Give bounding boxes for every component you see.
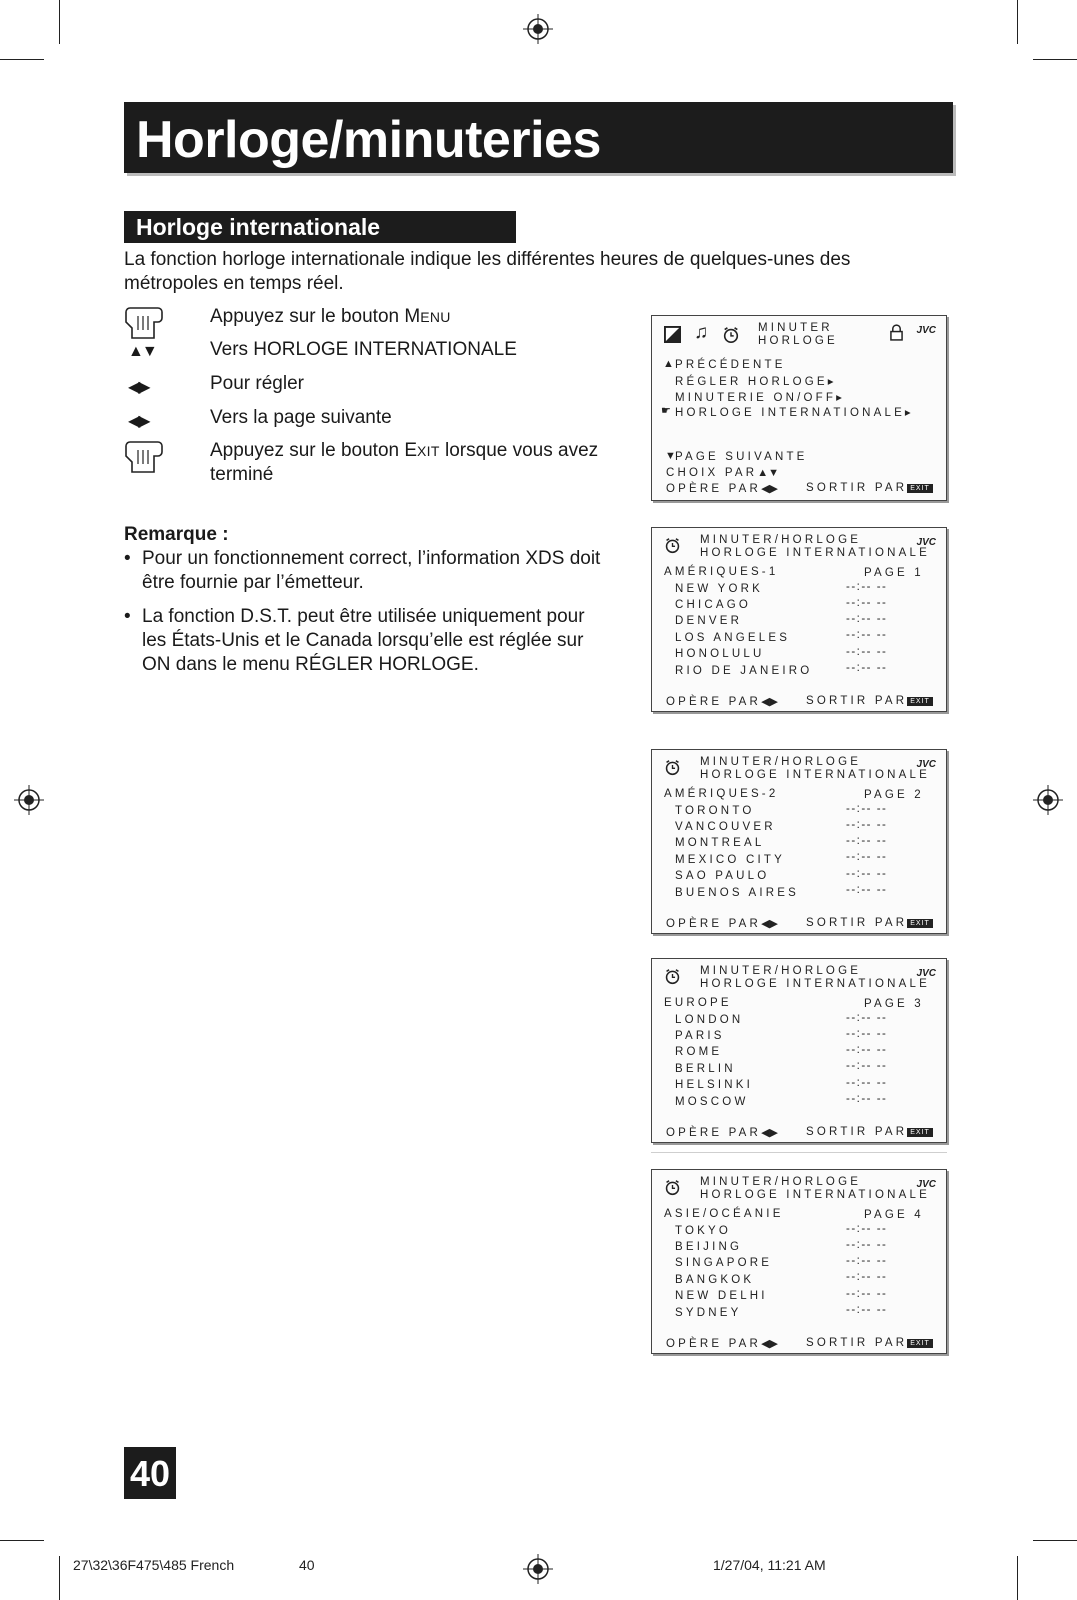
exit-key-icon: EXIT	[907, 484, 933, 493]
osd-menu-screen	[651, 315, 947, 501]
step-4-text: Vers la page suivante	[210, 407, 392, 428]
crop-mark	[0, 59, 44, 60]
city-name: MOSCOW	[675, 1096, 749, 1108]
city-time: --:-- --	[846, 662, 888, 674]
city-time: --:-- --	[846, 1288, 888, 1300]
city-time: --:-- --	[846, 819, 888, 831]
city-name: NEW DELHI	[675, 1290, 768, 1302]
section-title-banner	[124, 211, 516, 243]
city-time: --:-- --	[846, 1239, 888, 1251]
left-right-key-icon: ◀▶	[761, 918, 778, 930]
osd-exit: SORTIR PAR EXIT	[806, 695, 933, 707]
city-name: DENVER	[675, 615, 743, 627]
city-time: --:-- --	[846, 1255, 888, 1267]
left-right-key-icon: ◀▶	[761, 1127, 778, 1139]
page-down-icon: ▼	[665, 450, 676, 462]
osd-header-line-2: HORLOGE	[758, 335, 838, 347]
lock-icon	[890, 324, 903, 341]
alarm-clock-icon	[722, 326, 740, 344]
osd-operate: OPÈRE PAR◀▶	[666, 1338, 778, 1350]
city-time: --:-- --	[846, 851, 888, 863]
alarm-clock-icon	[664, 968, 681, 985]
crop-mark	[1033, 1540, 1077, 1541]
city-name: SYDNEY	[675, 1307, 742, 1319]
osd-header-line-1: MINUTER/HORLOGE	[700, 965, 862, 977]
osd-header-line-2: HORLOGE INTERNATIONALE	[700, 769, 930, 781]
footer-timestamp: 1/27/04, 11:21 AM	[713, 1557, 826, 1573]
city-name: LOS ANGELES	[675, 632, 791, 644]
up-down-arrows-icon: ▲▼	[128, 343, 156, 360]
remark-bullet-1	[124, 547, 624, 597]
city-time: --:-- --	[846, 629, 888, 641]
city-time: --:-- --	[846, 868, 888, 880]
step-3-text: Pour régler	[210, 373, 304, 394]
divider	[651, 1152, 947, 1153]
osd-prev-page: PRÉCÉDENTE	[675, 359, 786, 371]
step-2	[124, 337, 624, 371]
jvc-logo: JVC	[916, 537, 936, 548]
city-time: --:-- --	[846, 1060, 888, 1072]
page-label: PAGE 4	[864, 1209, 924, 1221]
crop-mark	[0, 1540, 44, 1541]
osd-header-line-1: MINUTER/HORLOGE	[700, 1176, 862, 1188]
city-time: --:-- --	[846, 613, 888, 625]
left-right-arrows-icon: ◀▶	[128, 379, 149, 396]
city-time: --:-- --	[846, 1077, 888, 1089]
city-name: LONDON	[675, 1014, 744, 1026]
page-number: 40	[124, 1447, 176, 1499]
city-time: --:-- --	[846, 1223, 888, 1235]
left-right-key-icon: ◀▶	[761, 1338, 778, 1350]
registration-mark-icon	[523, 1554, 553, 1584]
city-time: --:-- --	[846, 1044, 888, 1056]
osd-exit: SORTIR PAR EXIT	[806, 1337, 933, 1349]
city-name: TOKYO	[675, 1225, 732, 1237]
exit-key-icon: EXIT	[907, 1128, 933, 1137]
city-name: SAO PAULO	[675, 870, 770, 882]
city-name: ROME	[675, 1046, 723, 1058]
alarm-clock-icon	[664, 759, 681, 776]
left-right-key-icon: ◀▶	[761, 696, 778, 708]
remark-bullet-text: Pour un fonctionnement correct, l’information XDS doit être fournie par l’émetteur.	[142, 548, 601, 593]
jvc-logo: JVC	[916, 325, 936, 336]
osd-next-page: PAGE SUIVANTE	[675, 451, 808, 463]
city-time: --:-- --	[846, 835, 888, 847]
city-name: TORONTO	[675, 805, 755, 817]
osd-menu-item: MINUTERIE ON/OFF▸	[675, 392, 846, 404]
city-name: PARIS	[675, 1030, 725, 1042]
pointing-hand-icon: ☛	[661, 405, 671, 417]
osd-header-line-2: HORLOGE INTERNATIONALE	[700, 547, 930, 559]
osd-world-clock-page-2	[651, 749, 947, 934]
step-5-text: Appuyez sur le bouton EXIT lorsque vous avez terminé	[210, 440, 599, 485]
registration-mark-icon	[1033, 785, 1063, 815]
page-title: Horloge/minuteries	[136, 111, 601, 169]
crop-mark	[1017, 1556, 1018, 1600]
left-right-arrows-icon: ◀▶	[128, 413, 149, 430]
crop-mark	[59, 1556, 60, 1600]
osd-world-clock-page-4	[651, 1169, 947, 1354]
region-label: AMÉRIQUES-1	[664, 566, 779, 578]
city-name: HELSINKI	[675, 1079, 754, 1091]
jvc-logo: JVC	[916, 1179, 936, 1190]
up-down-key-icon: ▲▼	[757, 467, 779, 479]
city-name: CHICAGO	[675, 599, 752, 611]
alarm-clock-icon	[664, 537, 681, 554]
city-name: BEIJING	[675, 1241, 743, 1253]
jvc-logo: JVC	[916, 759, 936, 770]
region-label: EUROPE	[664, 997, 732, 1009]
exit-key-icon: EXIT	[907, 697, 933, 706]
step-1-text: Appuyez sur le bouton MENU	[210, 306, 451, 327]
city-time: --:-- --	[846, 884, 888, 896]
osd-header-line-2: HORLOGE INTERNATIONALE	[700, 1189, 930, 1201]
city-time: --:-- --	[846, 803, 888, 815]
osd-exit: SORTIR PAR EXIT	[806, 917, 933, 929]
city-time: --:-- --	[846, 1304, 888, 1316]
osd-operate: OPÈRE PAR◀▶	[666, 696, 778, 708]
page-label: PAGE 3	[864, 998, 924, 1010]
region-label: ASIE/OCÉANIE	[664, 1208, 784, 1220]
osd-exit: SORTIR PAR EXIT	[806, 1126, 933, 1138]
osd-menu-item: RÉGLER HORLOGE▸	[675, 376, 837, 388]
crop-mark	[1033, 59, 1077, 60]
registration-mark-icon	[523, 14, 553, 44]
osd-header-line-1: MINUTER	[758, 322, 833, 334]
crop-mark	[1017, 0, 1018, 44]
remark-bullet-2	[124, 605, 624, 679]
exit-key-icon: EXIT	[907, 1339, 933, 1348]
city-time: --:-- --	[846, 1012, 888, 1024]
city-name: HONOLULU	[675, 648, 765, 660]
city-time: --:-- --	[846, 581, 888, 593]
page-up-icon: ▲	[663, 358, 674, 370]
osd-operate: OPÈRE PAR◀▶	[666, 1127, 778, 1139]
page-tab-icon	[664, 326, 681, 343]
bullet-dot: •	[124, 548, 131, 569]
crop-mark	[59, 0, 60, 44]
intro-paragraph: La fonction horloge internationale indique les différentes heures de quelques-unes des métropoles en temps réel.	[124, 249, 851, 294]
osd-world-clock-page-1	[651, 527, 947, 712]
city-time: --:-- --	[846, 597, 888, 609]
osd-operate: OPÈRE PAR◀▶	[666, 918, 778, 930]
city-name: VANCOUVER	[675, 821, 776, 833]
city-time: --:-- --	[846, 1093, 888, 1105]
remark-title: Remarque :	[124, 524, 229, 545]
city-name: RIO DE JANEIRO	[675, 665, 813, 677]
exit-key-icon: EXIT	[907, 919, 933, 928]
city-time: --:-- --	[846, 646, 888, 658]
city-name: BANGKOK	[675, 1274, 755, 1286]
footer-page: 40	[299, 1557, 315, 1573]
section-title: Horloge internationale	[136, 214, 381, 240]
page-title-banner	[124, 102, 953, 173]
left-right-key-icon: ◀▶	[761, 483, 778, 495]
music-note-icon: ♫	[694, 322, 709, 343]
osd-exit: SORTIR PAR EXIT	[806, 482, 933, 494]
city-name: MEXICO CITY	[675, 854, 785, 866]
step-5	[124, 438, 624, 490]
step-3	[124, 371, 624, 405]
city-name: BERLIN	[675, 1063, 736, 1075]
step-2-text: Vers HORLOGE INTERNATIONALE	[210, 339, 517, 360]
osd-menu-item-selected: HORLOGE INTERNATIONALE▸	[675, 407, 914, 419]
bullet-dot: •	[124, 606, 131, 627]
osd-header-line-1: MINUTER/HORLOGE	[700, 534, 862, 546]
city-name: SINGAPORE	[675, 1257, 773, 1269]
osd-header-line-2: HORLOGE INTERNATIONALE	[700, 978, 930, 990]
region-label: AMÉRIQUES-2	[664, 788, 779, 800]
osd-world-clock-page-3	[651, 958, 947, 1143]
city-name: NEW YORK	[675, 583, 764, 595]
osd-choice: CHOIX PAR▲▼	[666, 467, 779, 479]
city-time: --:-- --	[846, 1028, 888, 1040]
city-time: --:-- --	[846, 1271, 888, 1283]
jvc-logo: JVC	[916, 968, 936, 979]
city-name: BUENOS AIRES	[675, 887, 800, 899]
city-name: MONTREAL	[675, 837, 765, 849]
step-1	[124, 304, 624, 338]
footer-file-name: 27\32\36F475\485 French	[73, 1557, 235, 1573]
page-label: PAGE 1	[864, 567, 924, 579]
alarm-clock-icon	[664, 1179, 681, 1196]
osd-header-line-1: MINUTER/HORLOGE	[700, 756, 862, 768]
remark-bullet-text: La fonction D.S.T. peut être utilisée uniquement pour les États-Unis et le Canada lorsqu’elle est réglée sur ON dans le menu RÉGLER HORLOGE.	[142, 606, 585, 675]
osd-operate: OPÈRE PAR◀▶	[666, 483, 778, 495]
remote-hand-icon	[124, 438, 194, 476]
page-label: PAGE 2	[864, 789, 924, 801]
registration-mark-icon	[14, 785, 44, 815]
step-4	[124, 405, 624, 439]
